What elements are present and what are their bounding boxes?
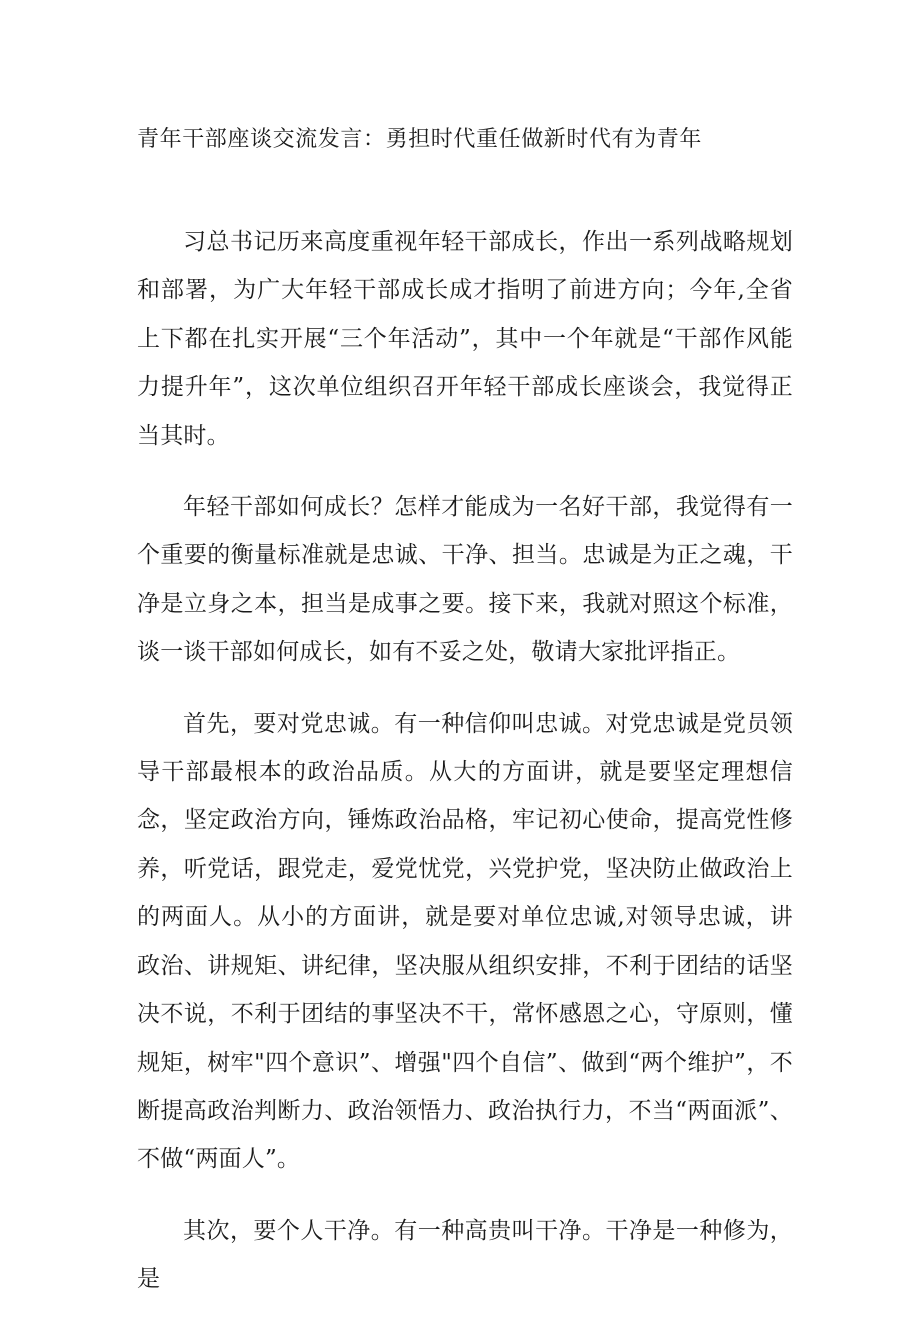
paragraph-standard: 年轻干部如何成长？怎样才能成为一名好干部，我觉得有一个重要的衡量标准就是忠诚、干净、担当。忠诚是为正之魂，干净是立身之本，担当是成事之要。接下来，我就对照这个标准，谈一谈干部如何成长，如有不妥之处，敬请大家批评指正。 [137, 494, 793, 666]
document-title: 青年干部座谈交流发言：勇担时代重任做新时代有为青年 [137, 127, 703, 152]
paragraph-loyalty: 首先，要对党忠诚。有一种信仰叫忠诚。对党忠诚是党员领导干部最根本的政治品质。从大的方面讲，就是要坚定理想信念，坚定政治方向，锤炼政治品格，牢记初心使命，提高党性修养，听党话，跟党走，爱党忧党，兴党护党，坚决防止做政治上的两面人。从小的方面讲，就是要对单位忠诚,对领导忠诚，讲政治、讲规矩、讲纪律，坚决服从组织安排，不利于团结的话坚决不说，不利于团结的事坚决不干，常怀感恩之心，守原则，懂规矩，树牢"四个意识”、增强"四个自信”、做到“两个维护”，不断提高政治判断力、政治领悟力、政治执行力，不当“两面派”、不做“两面人”。 [137, 710, 793, 1173]
document-body [137, 218, 793, 1327]
paragraph-integrity: 其次，要个人干净。有一种高贵叫干净。干净是一种修为，是 [137, 1217, 793, 1293]
paragraph-intro: 习总书记历来高度重视年轻干部成长，作出一系列战略规划和部署，为广大年轻干部成长成才指明了前进方向；今年,全省上下都在扎实开展“三个年活动”，其中一个年就是“干部作风能力提升年”，这次单位组织召开年轻干部成长座谈会，我觉得正当其时。 [137, 229, 793, 449]
